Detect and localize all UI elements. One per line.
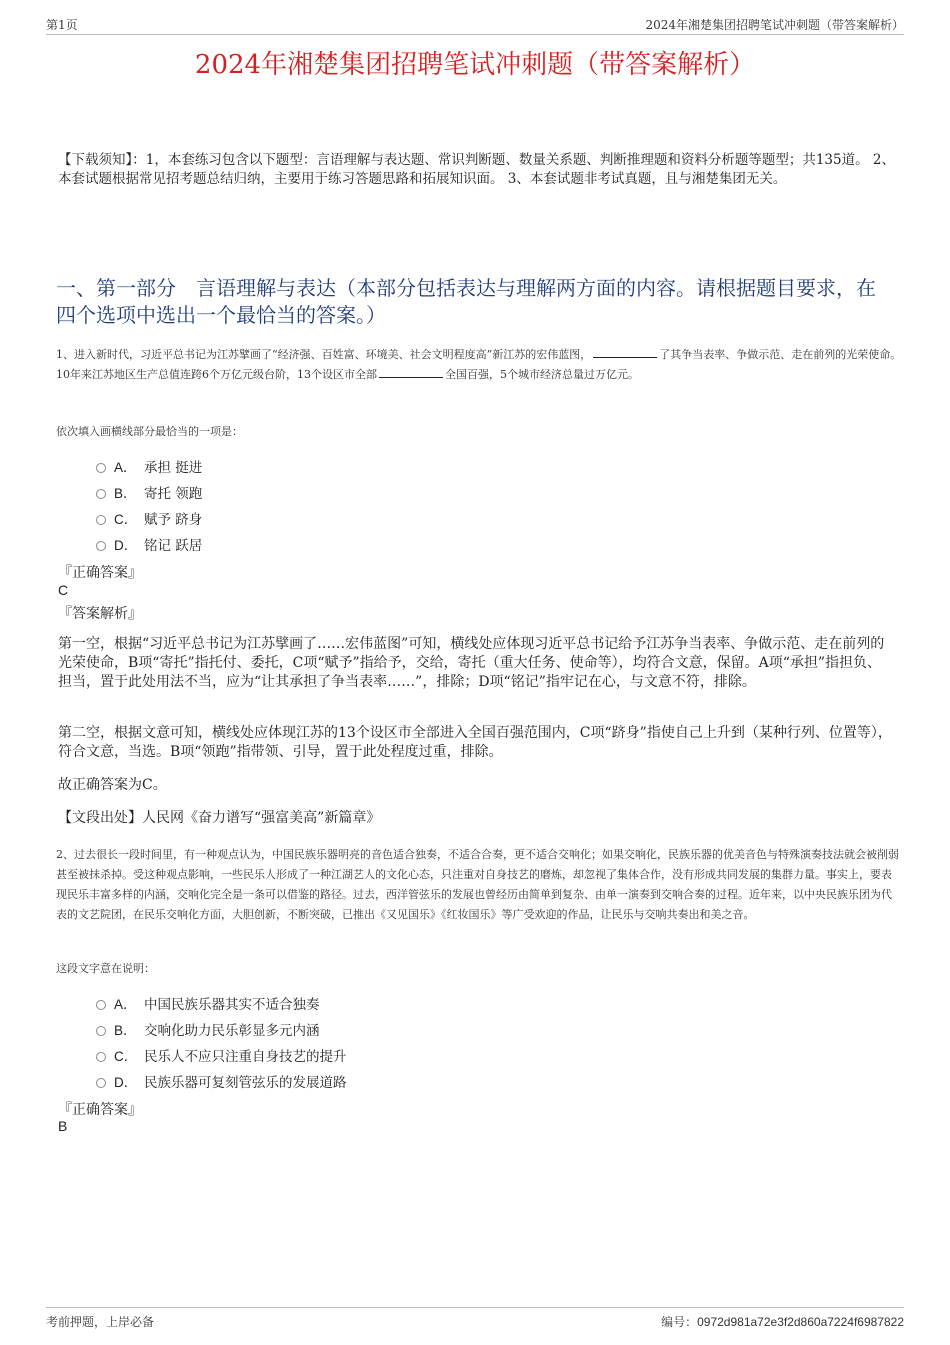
option-letter: D． <box>114 1075 138 1090</box>
question-2-text: 2、过去很长一段时间里，有一种观点认为，中国民族乐器明亮的音色适合独奏，不适合合奏，更不适合交响化；如果交响化，民族乐器的优美音色与特殊演奏技法就会被削弱甚至被抹杀掉。受这种观点影响，一些民乐人形成了一种江湖艺人的文化心态，只注重对自身技艺的磨炼，却忽视了集体合作，没有形成共同发展的集群力量。事实上，要表现民乐丰富多样的内涵，交响化完全是一条可以借鉴的路径。过去，西洋管弦乐的发展也曾经历由简单到复杂、由单一演奏到交响合奏的过程。近年来，以中央民族乐团为代表的文艺院团，在民乐交响化方面，大胆创新，不断突破，已推出《又见国乐》《红妆国乐》等广受欢迎的作品，让民乐与交响共奏出和美之音。 <box>56 848 899 921</box>
question-1-part-a: 1、进入新时代，习近平总书记为江苏擘画了“经济强、百姓富、环境美、社会文明程度高”新江苏的宏伟蓝图， <box>56 348 592 361</box>
document-code <box>661 1313 904 1330</box>
analysis-paragraph-2: 第二空，根据文意可知，横线处应体现江苏的13个设区市全部进入全国百强范围内，C项“跻身”指使自己上升到（某种行列、位置等），符合文意，当选。B项“领跑”指带领、引导，置于此处程度过重，排除。 <box>58 725 892 760</box>
radio-icon[interactable] <box>96 489 106 499</box>
code-label: 编号： <box>661 1315 698 1329</box>
option-letter: A． <box>114 997 137 1012</box>
radio-icon[interactable] <box>96 515 106 525</box>
option-d[interactable] <box>96 531 202 557</box>
radio-icon[interactable] <box>96 1026 106 1036</box>
option-letter: A． <box>114 460 137 475</box>
question-1-part-b: 了其争当表率、争做示范、走在前列的光荣使命。10年来江苏地区生产总值连跨6个万亿元级台阶，13个设区市全部 <box>56 348 902 381</box>
question-1-options <box>96 453 202 557</box>
option-text: 民乐人不应只注重自身技艺的提升 <box>144 1049 347 1065</box>
option-text: 铭记 跃居 <box>144 538 203 554</box>
option-text: 承担 挺进 <box>144 460 203 476</box>
option-c[interactable] <box>96 1042 347 1068</box>
option-c[interactable] <box>96 505 202 531</box>
correct-answer-label: 『正确答案』 <box>58 1102 142 1118</box>
option-letter: B． <box>114 1023 137 1038</box>
analysis-label: 『答案解析』 <box>58 606 142 622</box>
section-heading: 一、第一部分 言语理解与表达（本部分包括表达与理解两方面的内容。请根据题目要求，在四个选项中选出一个最恰当的答案。） <box>56 276 876 327</box>
header-doc-title: 2024年湘楚集团招聘笔试冲刺题（带答案解析） <box>645 18 904 32</box>
document-title: 2024年湘楚集团招聘笔试冲刺题（带答案解析） <box>194 50 756 80</box>
option-text: 交响化助力民乐彰显多元内涵 <box>144 1023 320 1039</box>
option-text: 赋予 跻身 <box>144 512 203 528</box>
option-text: 寄托 领跑 <box>144 486 203 502</box>
radio-icon[interactable] <box>96 1000 106 1010</box>
code-value: 0972d981a72e3f2d860a7224f6987822 <box>697 1315 904 1329</box>
question-2-options <box>96 990 347 1094</box>
correct-answer: C <box>58 582 69 598</box>
option-text: 中国民族乐器其实不适合独奏 <box>144 997 320 1013</box>
analysis-paragraph-1: 第一空，根据“习近平总书记为江苏擘画了……宏伟蓝图”可知，横线处应体现习近平总书记给予江苏争当表率、争做示范、走在前列的光荣使命，B项“寄托”指托付、委托，C项“赋予”指给予，交给，寄托（重大任务、使命等），均符合文意，保留。A项“承担”指担负、担当，置于此处用法不当，应为“让其承担了争当表率……”，排除；D项“铭记”指牢记在心，与文意不符，排除。 <box>58 636 885 690</box>
page-header <box>46 14 904 35</box>
question-1-prompt: 依次填入画横线部分最恰当的一项是： <box>56 425 243 438</box>
option-text: 民族乐器可复刻管弦乐的发展道路 <box>144 1075 347 1091</box>
radio-icon[interactable] <box>96 1052 106 1062</box>
blank-2 <box>379 365 443 378</box>
blank-1 <box>593 345 657 358</box>
question-1-text <box>56 345 902 385</box>
option-a[interactable] <box>96 453 202 479</box>
analysis-conclusion: 故正确答案为C。 <box>58 777 167 793</box>
question-1-part-c: 全国百强，5个城市经济总量过万亿元。 <box>445 368 639 381</box>
option-letter: D． <box>114 538 138 553</box>
page-number: 第1页 <box>46 18 78 32</box>
text-source: 【文段出处】人民网《奋力谱写“强富美高”新篇章》 <box>58 810 381 826</box>
option-b[interactable] <box>96 479 202 505</box>
option-letter: C． <box>114 1049 138 1064</box>
option-letter: B． <box>114 486 137 501</box>
correct-answer: B <box>58 1118 68 1134</box>
option-b[interactable] <box>96 1016 347 1042</box>
correct-answer-label: 『正确答案』 <box>58 565 142 581</box>
footer-slogan: 考前押题，上岸必备 <box>46 1315 155 1329</box>
page-footer <box>46 1307 904 1330</box>
radio-icon[interactable] <box>96 463 106 473</box>
download-notice: 【下载须知】：1，本套练习包含以下题型：言语理解与表达题、常识判断题、数量关系题、判断推理题和资料分析题等题型；共135道。 2、本套试题根据常见招考题总结归纳，主要用于练习答题思路和拓展知识面。 3、本套试题非考试真题，且与湘楚集团无关。 <box>58 152 895 187</box>
option-a[interactable] <box>96 990 347 1016</box>
question-2-prompt: 这段文字意在说明： <box>56 962 155 975</box>
option-d[interactable] <box>96 1068 347 1094</box>
radio-icon[interactable] <box>96 541 106 551</box>
radio-icon[interactable] <box>96 1078 106 1088</box>
option-letter: C． <box>114 512 138 527</box>
